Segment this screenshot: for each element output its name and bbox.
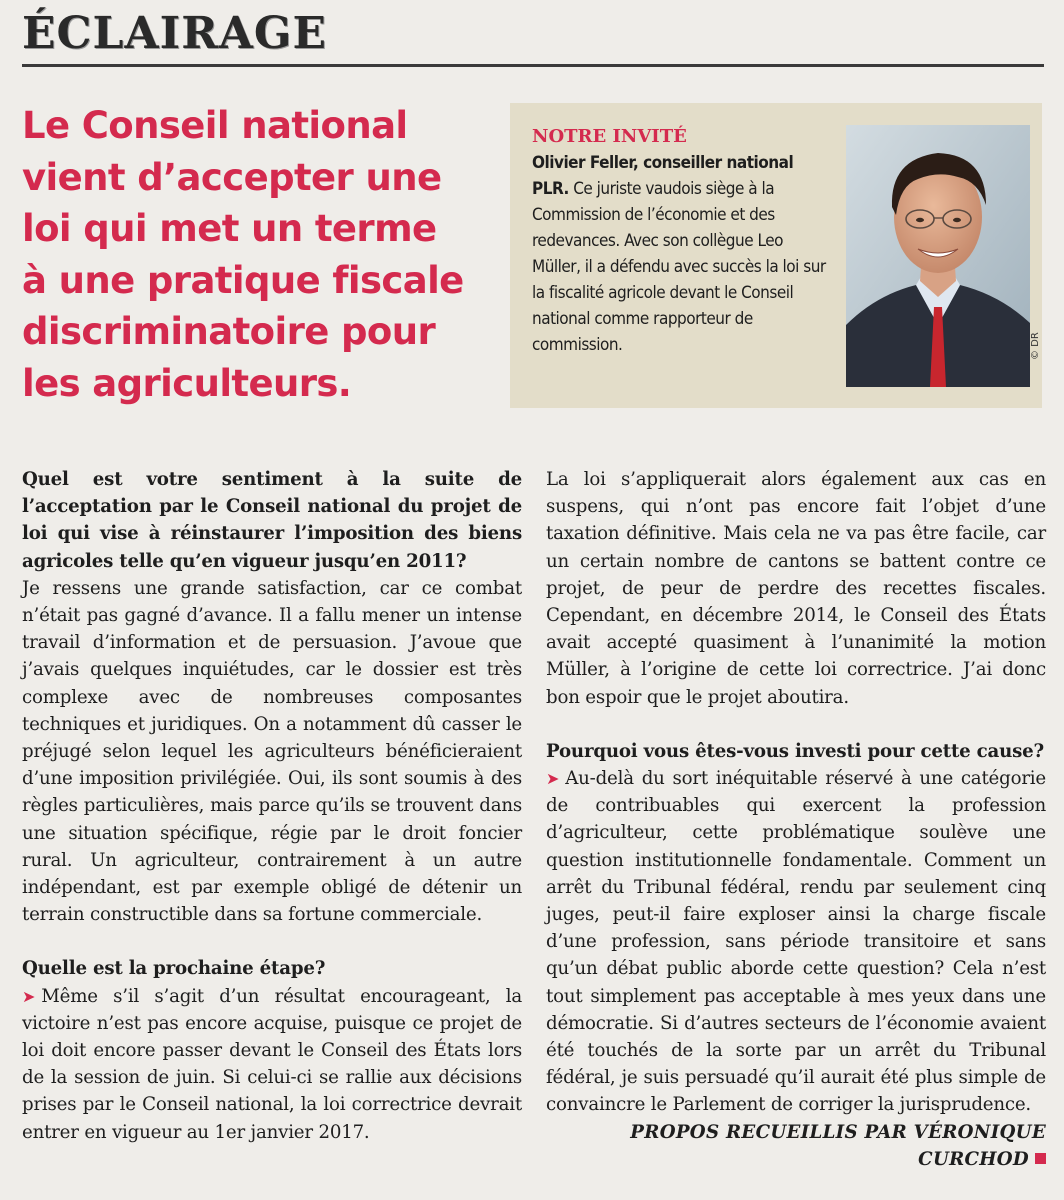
article-column-left [22,466,522,1146]
question-3: Pourquoi vous êtes-vous investi pour cette cause? [546,740,1044,762]
article-column-right [546,466,1046,1173]
paragraph-gap [546,711,1046,738]
guest-name: Olivier Feller, conseiller national PLR. [532,153,794,199]
section-title: ÉCLAIRAGE [22,8,328,59]
answer-2-paragraph [22,983,522,1146]
answer-arrow-icon: ➤ [22,986,36,1006]
byline-line [546,1119,1046,1173]
guest-portrait-photo [846,125,1030,387]
end-mark-icon [1035,1153,1046,1164]
question-2: Quelle est la prochaine étape? [22,958,326,980]
answer-3: Au-delà du sort inéquitable réservé à une catégorie de contribuables qui exercent la profession d’agriculteur, cette problématique soulève une question institutionnelle fondamentale. Comment un arrêt du Tribunal fédéral, rendu par seulement cinq juges, peut-il faire exploser ainsi la charge fiscale d’une profession, sans période transitoire et sans qu’un débat public aborde cette question? Cela n’est tout simplement pas acceptable à mes yeux dans une démocratie. Si d’autres secteurs de l’économie avaient été touchés de la sorte par un arrêt du Tribunal fédéral, je suis persuadé qu’il aurait été plus simple de convaincre le Parlement de corriger la jurisprudence. [546,768,1046,1116]
answer-2-continued: La loi s’appliquerait alors également aux cas en suspens, qui n’ont pas encore fait l’objet d’une taxation définitive. Mais cela ne va pas être facile, car un certain nombre de cantons se battent contre ce projet, de peur de perdre des recettes fiscales. Cependant, en décembre 2014, le Conseil des États avait accepté quasiment à l’unanimité la motion Müller, à l’origine de cette loi correctrice. J’ai donc bon espoir que le projet aboutira. [546,469,1046,708]
answer-2: Même s’il s’agit d’un résultat encourageant, la victoire n’est pas encore acquise, puisque ce projet de loi doit encore passer devant le Conseil des États lors de la session de juin. Si celui-ci se rallie aux décisions prises par le Conseil national, la loi correctrice devrait entrer en vigueur au 1er janvier 2017. [22,985,522,1143]
answer-3-paragraph [546,765,1046,1119]
guest-bio: Ce juriste vaudois siège à la Commission de l’économie et des redevances. Avec son collègue Leo Müller, il a défendu avec succès la loi sur la fiscalité agricole devant le Conseil national comme rapporteur de commission. [532,179,826,355]
question-1: Quel est votre sentiment à la suite de l’acceptation par le Conseil national du projet de loi qui vise à réinstaurer l’imposition des biens agricoles telle qu’en vigueur jusqu’en 2011? [22,469,522,572]
guest-label: NOTRE INVITÉ [532,126,687,147]
byline: PROPOS RECUEILLIS PAR VÉRONIQUE CURCHOD [630,1121,1046,1170]
answer-1: Je ressens une grande satisfaction, car ce combat n’était pas gagné d’avance. Il a fallu mener un intense travail d’information et de persuasion. J’avoue que j’avais quelques inquiétudes, car le dossier est très complexe avec de nombreuses composantes techniques et juridiques. On a notamment dû casser le préjugé selon lequel les agriculteurs bénéficieraient d’une imposition privilégiée. Oui, ils sont soumis à des règles particulières, mais parce qu’ils se trouvent dans une situation spécifique, régie par le droit foncier rural. Un agriculteur, contrairement à un autre indépendant, est par exemple obligé de détenir un terrain constructible dans sa fortune commerciale. [22,577,522,926]
section-divider [22,64,1044,67]
answer-arrow-icon: ➤ [546,769,560,789]
paragraph-gap [22,928,522,955]
guest-text [532,124,832,358]
photo-credit: © DR [1030,332,1041,360]
article-deck: Le Conseil national vient d’accepter une loi qui met un terme à une pratique fiscale discriminatoire pour les agriculteurs. [22,104,464,405]
guest-box [510,103,1042,408]
